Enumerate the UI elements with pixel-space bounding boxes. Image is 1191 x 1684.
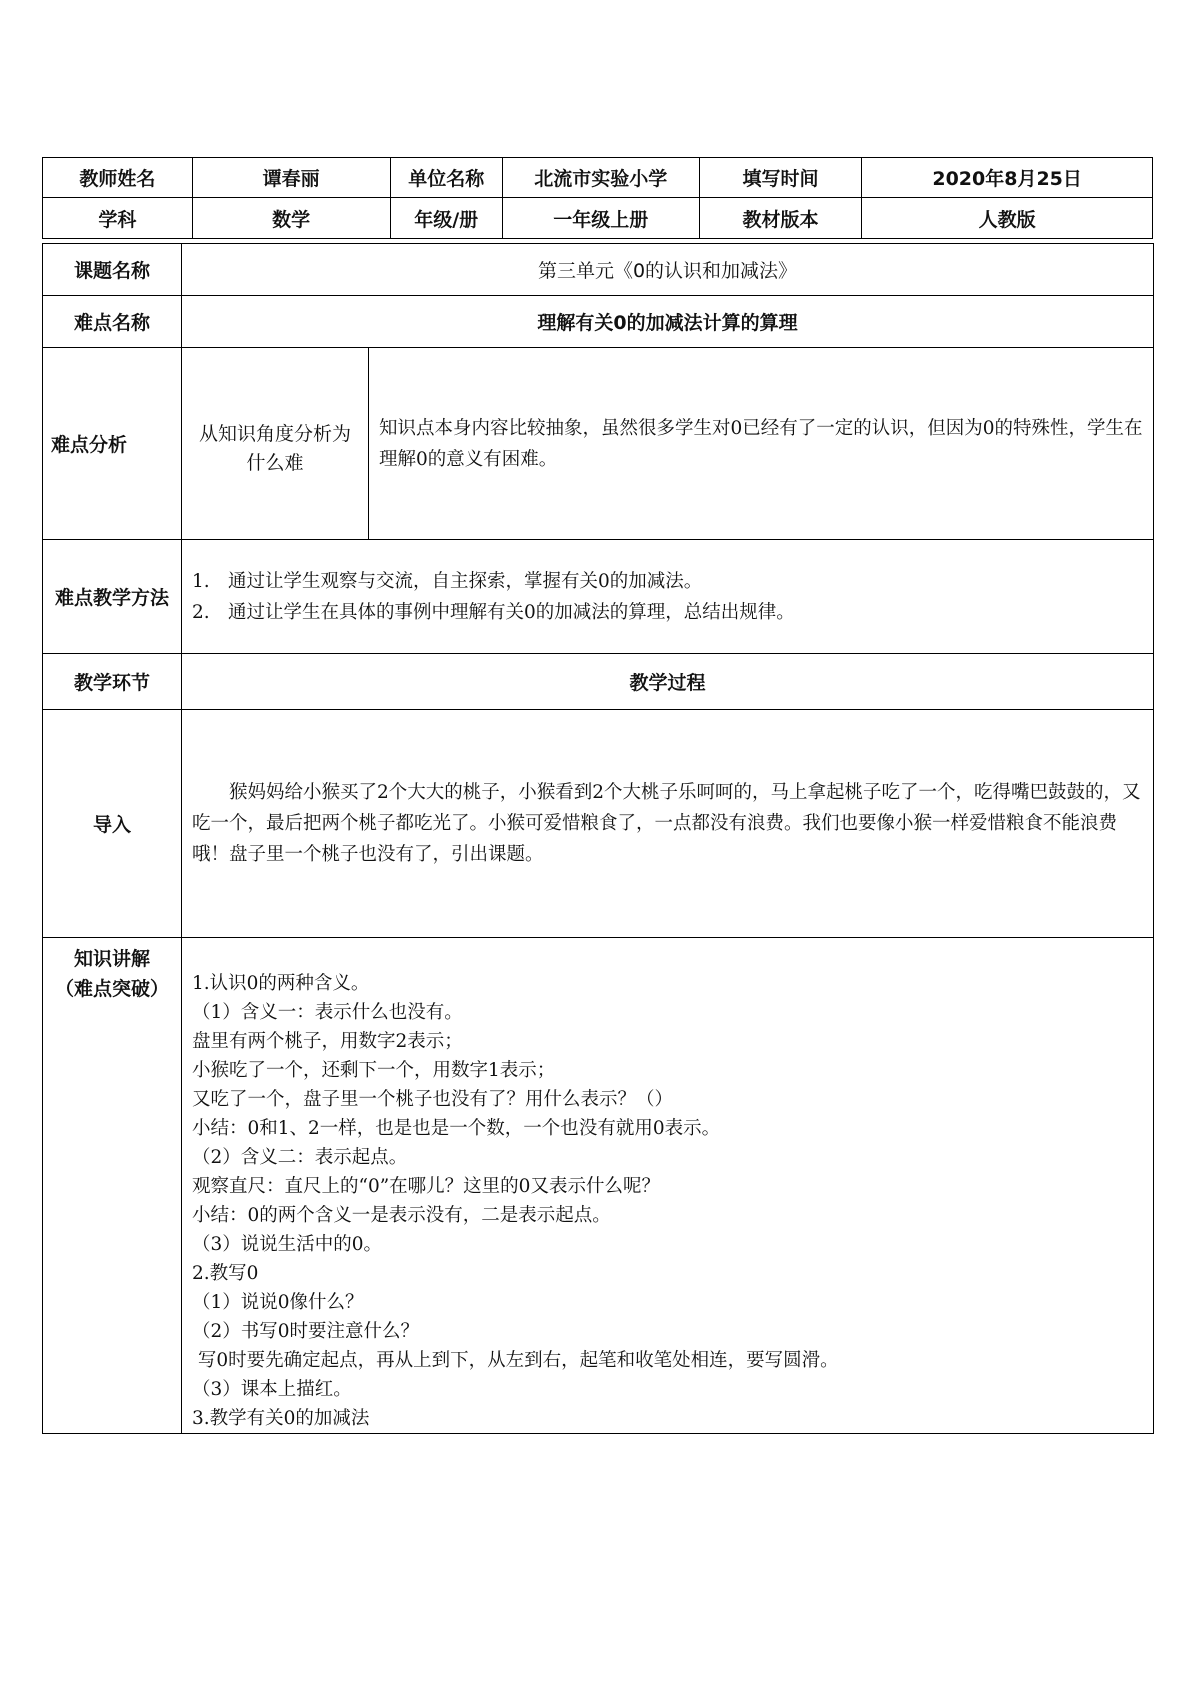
topic-label: 课题名称 bbox=[43, 244, 182, 296]
analysis-text: 知识点本身内容比较抽象，虽然很多学生对0已经有了一定的认识，但因为0的特殊性，学生在理解0的意义有困难。 bbox=[369, 348, 1154, 540]
knowledge-label-line1: 知识讲解 bbox=[73, 948, 150, 970]
method-item-text: 通过让学生在具体的事例中理解有关0的加减法的算理，总结出规律。 bbox=[228, 602, 795, 623]
method-item bbox=[182, 566, 1153, 597]
date-label: 填写时间 bbox=[699, 158, 862, 198]
knowledge-line: 小猴吃了一个，还剩下一个，用数字1表示； bbox=[192, 1060, 556, 1081]
unit-name: 北流市实验小学 bbox=[502, 158, 699, 198]
knowledge-label bbox=[43, 938, 182, 1434]
subject-label: 学科 bbox=[43, 198, 193, 239]
knowledge-line: （1）说说0像什么？ bbox=[192, 1292, 364, 1313]
method-list bbox=[182, 540, 1154, 654]
method-item bbox=[182, 597, 1153, 628]
knowledge-line: （2）书写0时要注意什么？ bbox=[192, 1321, 420, 1342]
intro-label: 导入 bbox=[43, 710, 182, 938]
knowledge-line: 又吃了一个，盘子里一个桃子也没有了？用什么表示？（） bbox=[192, 1089, 674, 1110]
knowledge-line: （3）课本上描红。 bbox=[192, 1379, 352, 1400]
method-item-text: 通过让学生观察与交流，自主探索，掌握有关0的加减法。 bbox=[228, 571, 703, 592]
difficulty-label: 难点名称 bbox=[43, 296, 182, 348]
analysis-label: 难点分析 bbox=[43, 348, 182, 540]
main-table bbox=[42, 243, 1154, 1434]
method-item-number: 2. bbox=[192, 602, 210, 623]
knowledge-line: （2）含义二：表示起点。 bbox=[192, 1147, 408, 1168]
grade-label: 年级/册 bbox=[390, 198, 502, 239]
date-value: 2020年8月25日 bbox=[862, 158, 1153, 198]
teacher-name: 谭春丽 bbox=[192, 158, 390, 198]
lesson-plan bbox=[42, 157, 1153, 1434]
knowledge-line: 观察直尺：直尺上的“0”在哪儿？这里的0又表示什么呢？ bbox=[192, 1176, 660, 1197]
knowledge-label-line2: （难点突破） bbox=[54, 978, 169, 1000]
knowledge-line: 2.教写0 bbox=[192, 1263, 259, 1284]
method-item-number: 1. bbox=[192, 571, 210, 592]
info-table bbox=[42, 157, 1153, 239]
intro-text: 猴妈妈给小猴买了2个大大的桃子，小猴看到2个大桃子乐呵呵的，马上拿起桃子吃了一个，吃得嘴巴鼓鼓的，又吃一个，最后把两个桃子都吃光了。小猴可爱惜粮食了，一点都没有浪费。我们也要像小猴一样爱惜粮食不能浪费哦！盘子里一个桃子也没有了，引出课题。 bbox=[182, 710, 1154, 938]
grade-value: 一年级上册 bbox=[502, 198, 699, 239]
process-right-header: 教学过程 bbox=[182, 654, 1154, 710]
knowledge-line: 小结：0的两个含义一是表示没有，二是表示起点。 bbox=[192, 1205, 611, 1226]
knowledge-line: 小结：0和1、2一样，也是也是一个数，一个也没有就用0表示。 bbox=[192, 1118, 721, 1139]
process-left-header: 教学环节 bbox=[43, 654, 182, 710]
knowledge-line: 写0时要先确定起点，再从上到下，从左到右，起笔和收笔处相连，要写圆滑。 bbox=[192, 1350, 839, 1371]
knowledge-line: 1.认识0的两种含义。 bbox=[192, 973, 370, 994]
knowledge-content bbox=[182, 938, 1154, 1434]
analysis-sublabel: 从知识角度分析为什么难 bbox=[182, 348, 369, 540]
difficulty-value: 理解有关0的加减法计算的算理 bbox=[182, 296, 1154, 348]
unit-label: 单位名称 bbox=[390, 158, 502, 198]
subject-value: 数学 bbox=[192, 198, 390, 239]
knowledge-line: 3.教学有关0的加减法 bbox=[192, 1408, 370, 1429]
edition-label: 教材版本 bbox=[699, 198, 862, 239]
knowledge-line: （3）说说生活中的0。 bbox=[192, 1234, 383, 1255]
edition-value: 人教版 bbox=[862, 198, 1153, 239]
method-label: 难点教学方法 bbox=[43, 540, 182, 654]
teacher-label: 教师姓名 bbox=[43, 158, 193, 198]
knowledge-line: 盘里有两个桃子，用数字2表示； bbox=[192, 1031, 463, 1052]
topic-value: 第三单元《0的认识和加减法》 bbox=[182, 244, 1154, 296]
knowledge-line: （1）含义一：表示什么也没有。 bbox=[192, 1002, 463, 1023]
